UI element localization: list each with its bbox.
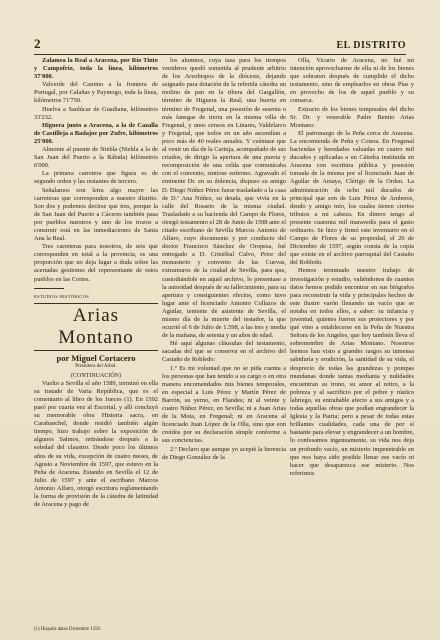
road-entry: Valverde del Camino a la frontera de Portugal, por Calañas y Paymogo, toda la línea, kilómetros 71'750. <box>34 81 158 105</box>
paragraph: 2.º Declaro que aunque yo acepté la herencia de Diego González de la <box>162 445 286 461</box>
column-1 <box>34 57 158 622</box>
author-affiliation: Presbítero del Arbol. <box>75 363 117 369</box>
paragraph: Señalamos con letra algo mayor las carreteras que corresponden a nuestro distrito. Son dos y podemos decirse que tres, porque la de San Juan del Puerto a Cáceres también pasa por pueblos nuestros y uno de los trozos a construir está en las inmediaciones de Santa Ana la Real. <box>34 186 158 243</box>
column-3 <box>290 57 414 622</box>
paragraph: El patronazgo de la Peña cerca de Aracena. La encomienda de Peña y Cotera. En Fregenal haciendas y heredades valuadas en cuatro mil ducados y aplicadas a un Cátedra instituida en Aracena con escritura pública y posesión tomada de la misma por el licenciado Juan de Aguilar de Amaya, Clérigo de la Orden. La administración de ocho mil ducados de principal que son de Luis Pérez de Amberes, deudo y amigo mío, los cuales tienen ciertos tributos a mi cabeza. En dinero tengo al presente cuarenta mil maravedís para el gasto ordinario. Se hizo y firmó este inventario en el Campo de Flores de su propiedad, el 26 de Diciembre de 1597, según consta de la copia que existe en el archivo parroquial del Castaño del Robledo. <box>290 129 414 267</box>
paragraph: Olla, Vicario de Aracena, no fué mi intención aprovecharme de ella ni de los bienes que sobraren después de cumplido el dicho testamento, sino de emplearlos en obras Pías y en provecho de los de aquel pueblo y su comarca. <box>290 57 414 105</box>
paragraph: La primera carretera que figura es de segundo orden y las restantes de tercero. <box>34 170 158 186</box>
page-header <box>34 36 406 52</box>
road-entry: Higuera junto a Aracena, a la de Cazalla de Castilleja a Badajoz por Zufre, kilómetros 25'000. <box>34 121 158 145</box>
article-author: por Miguel Cortacero <box>56 352 136 363</box>
paragraph: Extracto de los bienes temporales del dicho Sr. Dr. y venerable Padre Benito Arias Montano: <box>290 105 414 129</box>
column-2 <box>162 57 286 622</box>
paragraph: Tres carreteras para nosotros, de seis que corresponden en total a la provincia, es una proporción que no deja lugar a duda sobre las acertadas gestiones del representante de estos pueblos en las Cortes. <box>34 243 158 283</box>
masthead: EL DISTRITO <box>336 40 406 51</box>
road-entry: Huelva a Sanlúcar de Guadiana, kilómetros 33'232. <box>34 105 158 121</box>
paragraph: 1.º Es mi voluntad que no se pida cuenta a los personas que han tenido a su cargo o en otra manera encomendados mis bienes temporales, en especial a Luis Pérez y Martín Pérez de Barrón, su yerno, en Flandes; ni al veinte y cuatro Núñez Pérez, en Sevilla; ni a Juan Arias de la Mota, en Fregenal; ni en Aracena al licenciado Juan López de la Olla, sino que eon creídos por su declaración simple conforme a sus conciencias. <box>162 364 286 445</box>
road-entry: Zalamea la Real a Aracena, por Río Tinto y Campofrío, toda la línea, kilómetros 37'000. <box>34 57 158 81</box>
continuation-label: (CONTINUACIÓN) <box>71 372 121 379</box>
paragraph: Vuelto a Sevilla el año 1589, terminó en ella su tratado de Varia República, que es el comentario al libro de los Jueces (1). En 1592 pasó por cuarta vez al Escorial, y allí concluyó su memorable obra Historia sacra, en Carabanchel, donde residió también algún tiempo, hizo trabajo sobre la exposición de algunos Salmos, retirándose después a la soledad del claustro. Desde poco los últimos años de su vida, excepción de cuatro meses, de Agosto a Noviembre de 1597, que estuvo en la Peña de Aracena. Estando en Sevilla el 12 de Julio de 1597 y ante el escribano Marcos Antonio Alfaro, otorgó escritura reglamentando la forma de provisión de la cátedra de latinidad de Aracena y pago de <box>34 379 158 509</box>
footnote: (1) Hispalis datos Diciembre 1593. <box>34 627 102 632</box>
paragraph: Hé aquí algunas cláusulas del testamento, sacadas del que se conserva en el archivo del Castaño de Robledo: <box>162 340 286 364</box>
section-divider <box>34 288 64 289</box>
article-title: Arias Montano <box>34 303 158 351</box>
paragraph: los alumnos, cuya tasa para los tiempos venideros quedó sometida al prudente arbitrio de los Arzobispos de la diócesis, dejando asignado para dotación de la referida cátedra un molino de pan en la ribera del Gargallón, término de Higuera la Real; una huerta en término de Fregenal, una posesión de sesenta o más fanegas de tierra en la misma villa de Fregenal, y unos censos en Linares, Valdelarco y Fregenal, que todos en un año ascendían a poco más de 40 reales anuales. Y cuéntase que al venir un día de la Cartuja, acompañado de sus criados, de dirigir la apertura de una puerta y recomposición de una celda que comunicaba con el convento, sintiose enfermo. Agravado el eminente Dr. en su dolencia, dispuso su amigo D. Diego Núñez Pérez fuese trasladado a la casa de D.ª Ana Núñez, su deuda, que vivía en la calle del Rosario de la misma ciudad. Trasladado a su hacienda del Campo de Flores, otorgó testamento el 28 de Junio de 1598 ante el citado escribano de Sevilla Marcos Antonio de Alfaro, cuyo documento y por conducto del doctor Francisco Sánchez de Oropesa, fué entregado a D. Cristóbal Calvo, Prior del monasterio y convento de las Cuevas, extramuros de la ciudad de Sevilla, para que, custodiándole en aquel archivo, lo presentase a la autoridad después de su fallecimiento, para su apertura y consiguientes efectos, como tuvo lugar ante el licenciado Antonio Collazos de Aguilar, teniente de asistente de Sevilla, el mismo día de la muerte del testador, la que ocurrió el 6 de Julio de 1.598, a las tres y media de la mañana, de setenta y un años de edad. <box>162 57 286 340</box>
section-kicker: ESTUDIOS HISTÓRICOS <box>34 293 90 299</box>
header-rule <box>34 54 406 55</box>
page-number: 2 <box>34 36 41 51</box>
road-entry: Almonte al puente de Niebla (Niebla a la de San Juan del Puerto a la Rábida) kilómetros 6'000. <box>34 146 158 170</box>
paragraph: Hemos terminado nuestro trabajo de investigación y estudio, valiéndonos de cuantos datos hemos podido encontrar en sus biógrafos para reconstruir la vida y principales hechos de este ilustre varón llenando un vacío que se notaba en todos ellos, a saber: su infancia y juventud, quienes fueron sus protectores y por qué vino a establecerse en la Peña de Nuestra Señora de los Angeles, que hoy también lleva el sobrenombre de Arias Montano. Nosotros leemos han visto a grandes rasgos su inmensa sabiduría y erudición, la santidad de su vida, el desprecio de todas las grandezas y pompas mundanas donde tantas mediania y nulidades encuentran su trono, su amor al retiro, a la pobreza y al sacrificio por el pobre y rústico labriego, su entrañable afecto a sus amigos y a todas aquellas obras que podían engrandecer la Iglesia y la Patria; pero a pesar de todas estas brillantes cualidades, cada una de por sí bastante para elevar y engrandecer a un hombre, lo confesamos ingenuamente, su vida nos deja un profundo vacío, un misterio impenetrable en que nos haya sido posible llenar ese vacío ni hacer que desaparezca ese misterio. Nos referimos <box>290 267 414 477</box>
